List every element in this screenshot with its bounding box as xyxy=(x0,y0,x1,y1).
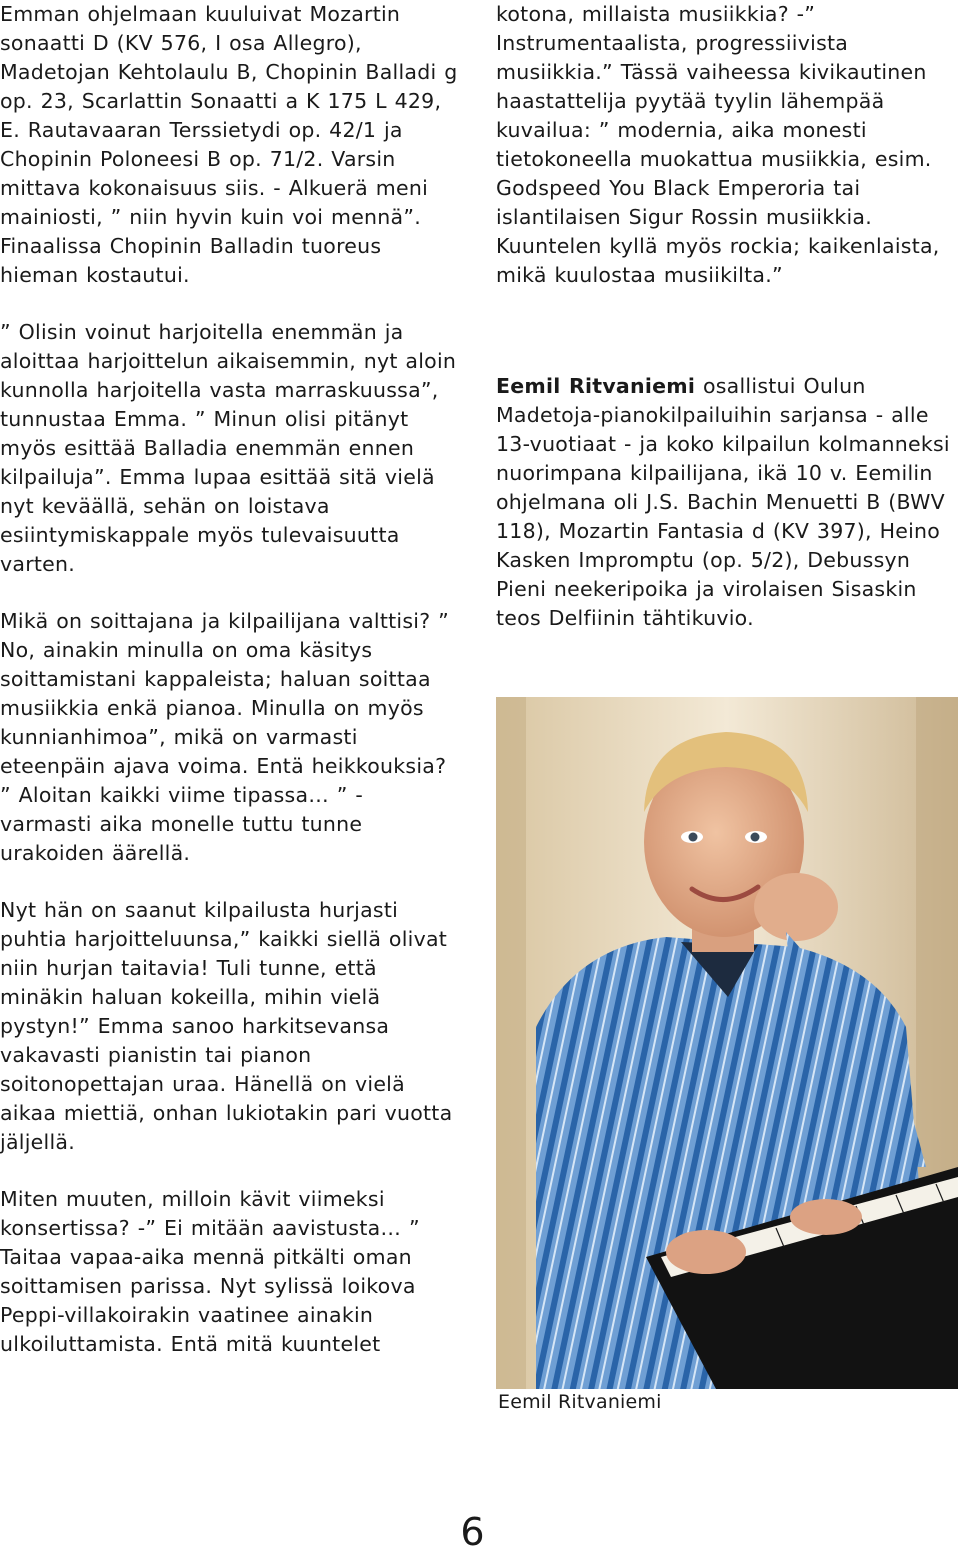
photo-caption: Eemil Ritvaniemi xyxy=(498,1391,662,1413)
article-paragraph: Mikä on soittajana ja kilpailijana valttisi? ” No, ainakin minulla on oma käsitys soittamistani kappaleista; haluan soittaa musiikkia enkä pianoa. Minulla on myös kunnianhimoa”, mikä on varmasti eteenpäin ajava voima. Entä heikkouksia? ” Aloitan kaikki viime tipassa… ” - varmasti aika monelle tuttu tunne urakoiden äärellä. xyxy=(0,609,449,865)
right-column xyxy=(496,0,960,633)
article-paragraph: Miten muuten, milloin kävit viimeksi konsertissa? -” Ei mitään aavistusta… ” Taitaa vapaa-aika mennä pitkälti oman soittamisen parissa. Nyt sylissä loikova Peppi-villakoirakin vaatinee ainakin ulkoiluttamista. Entä mitä kuuntelet xyxy=(0,1187,420,1356)
contestant-name: Eemil Ritvaniemi xyxy=(496,374,696,398)
boy-at-piano-photo xyxy=(496,697,958,1389)
paragraph-text: osallistui Oulun Madetoja-pianokilpailuihin sarjansa - alle 13-vuotiaat - ja koko kilpailun kolmanneksi nuorimpana kilpailijana, ikä 10 v. Eemilin ohjelmana oli J.S. Bachin Menuetti B (BWV 118), Mozartin Fantasia d (KV 397), Heino Kasken Impromptu (op. 5/2), Debussyn Pieni neekeripoika ja virolaisen Sisaskin teos Delfiinin tähtikuvio. xyxy=(496,374,950,630)
page-number: 6 xyxy=(460,1510,485,1554)
article-paragraph xyxy=(496,372,960,633)
article-paragraph: kotona, millaista musiikkia? -” Instrumentaalista, progressiivista musiikkia.” Tässä vaiheessa kivikautinen haastattelija pyytää tyylin lähempää kuvailua: ” modernia, aika monesti tietokoneella muokattua musiikkia, esim. Godspeed You Black Emperoria tai islantilaisen Sigur Rossin musiikkia. Kuuntelen kyllä myös rockia; kaikenlaista, mikä kuulostaa musiikilta.” xyxy=(496,2,940,287)
article-paragraph: ” Olisin voinut harjoitella enemmän ja aloittaa harjoittelun aikaisemmin, nyt aloin kunnolla harjoitella vasta marraskuussa”, tunnustaa Emma. ” Minun olisi pitänyt myös esittää Balladia enemmän ennen kilpailuja”. Emma lupaa esittää sitä vielä nyt keväällä, sehän on loistava esiintymiskappale myös tulevaisuutta varten. xyxy=(0,320,457,576)
article-paragraph: Emman ohjelmaan kuuluivat Mozartin sonaatti D (KV 576, I osa Allegro), Madetojan Kehtolaulu B, Chopinin Balladi g op. 23, Scarlattin Sonaatti a K 175 L 429, E. Rautavaaran Terssietydi op. 42/1 ja Chopinin Poloneesi B op. 71/2. Varsin mittava kokonaisuus siis. - Alkuerä meni mainiosti, ” niin hyvin kuin voi mennä”. Finaalissa Chopinin Balladin tuoreus hieman kostautui. xyxy=(0,2,458,287)
left-column xyxy=(0,0,458,1359)
article-paragraph: Nyt hän on saanut kilpailusta hurjasti puhtia harjoitteluunsa,” kaikki siellä olivat niin hurjan taitavia! Tuli tunne, että minäkin haluan kokeilla, mihin vielä pystyn!” Emma sanoo harkitsevansa vakavasti pianistin tai pianon soitonopettajan uraa. Hänellä on vielä aikaa miettiä, onhan lukiotakin pari vuotta jäljellä. xyxy=(0,898,453,1154)
